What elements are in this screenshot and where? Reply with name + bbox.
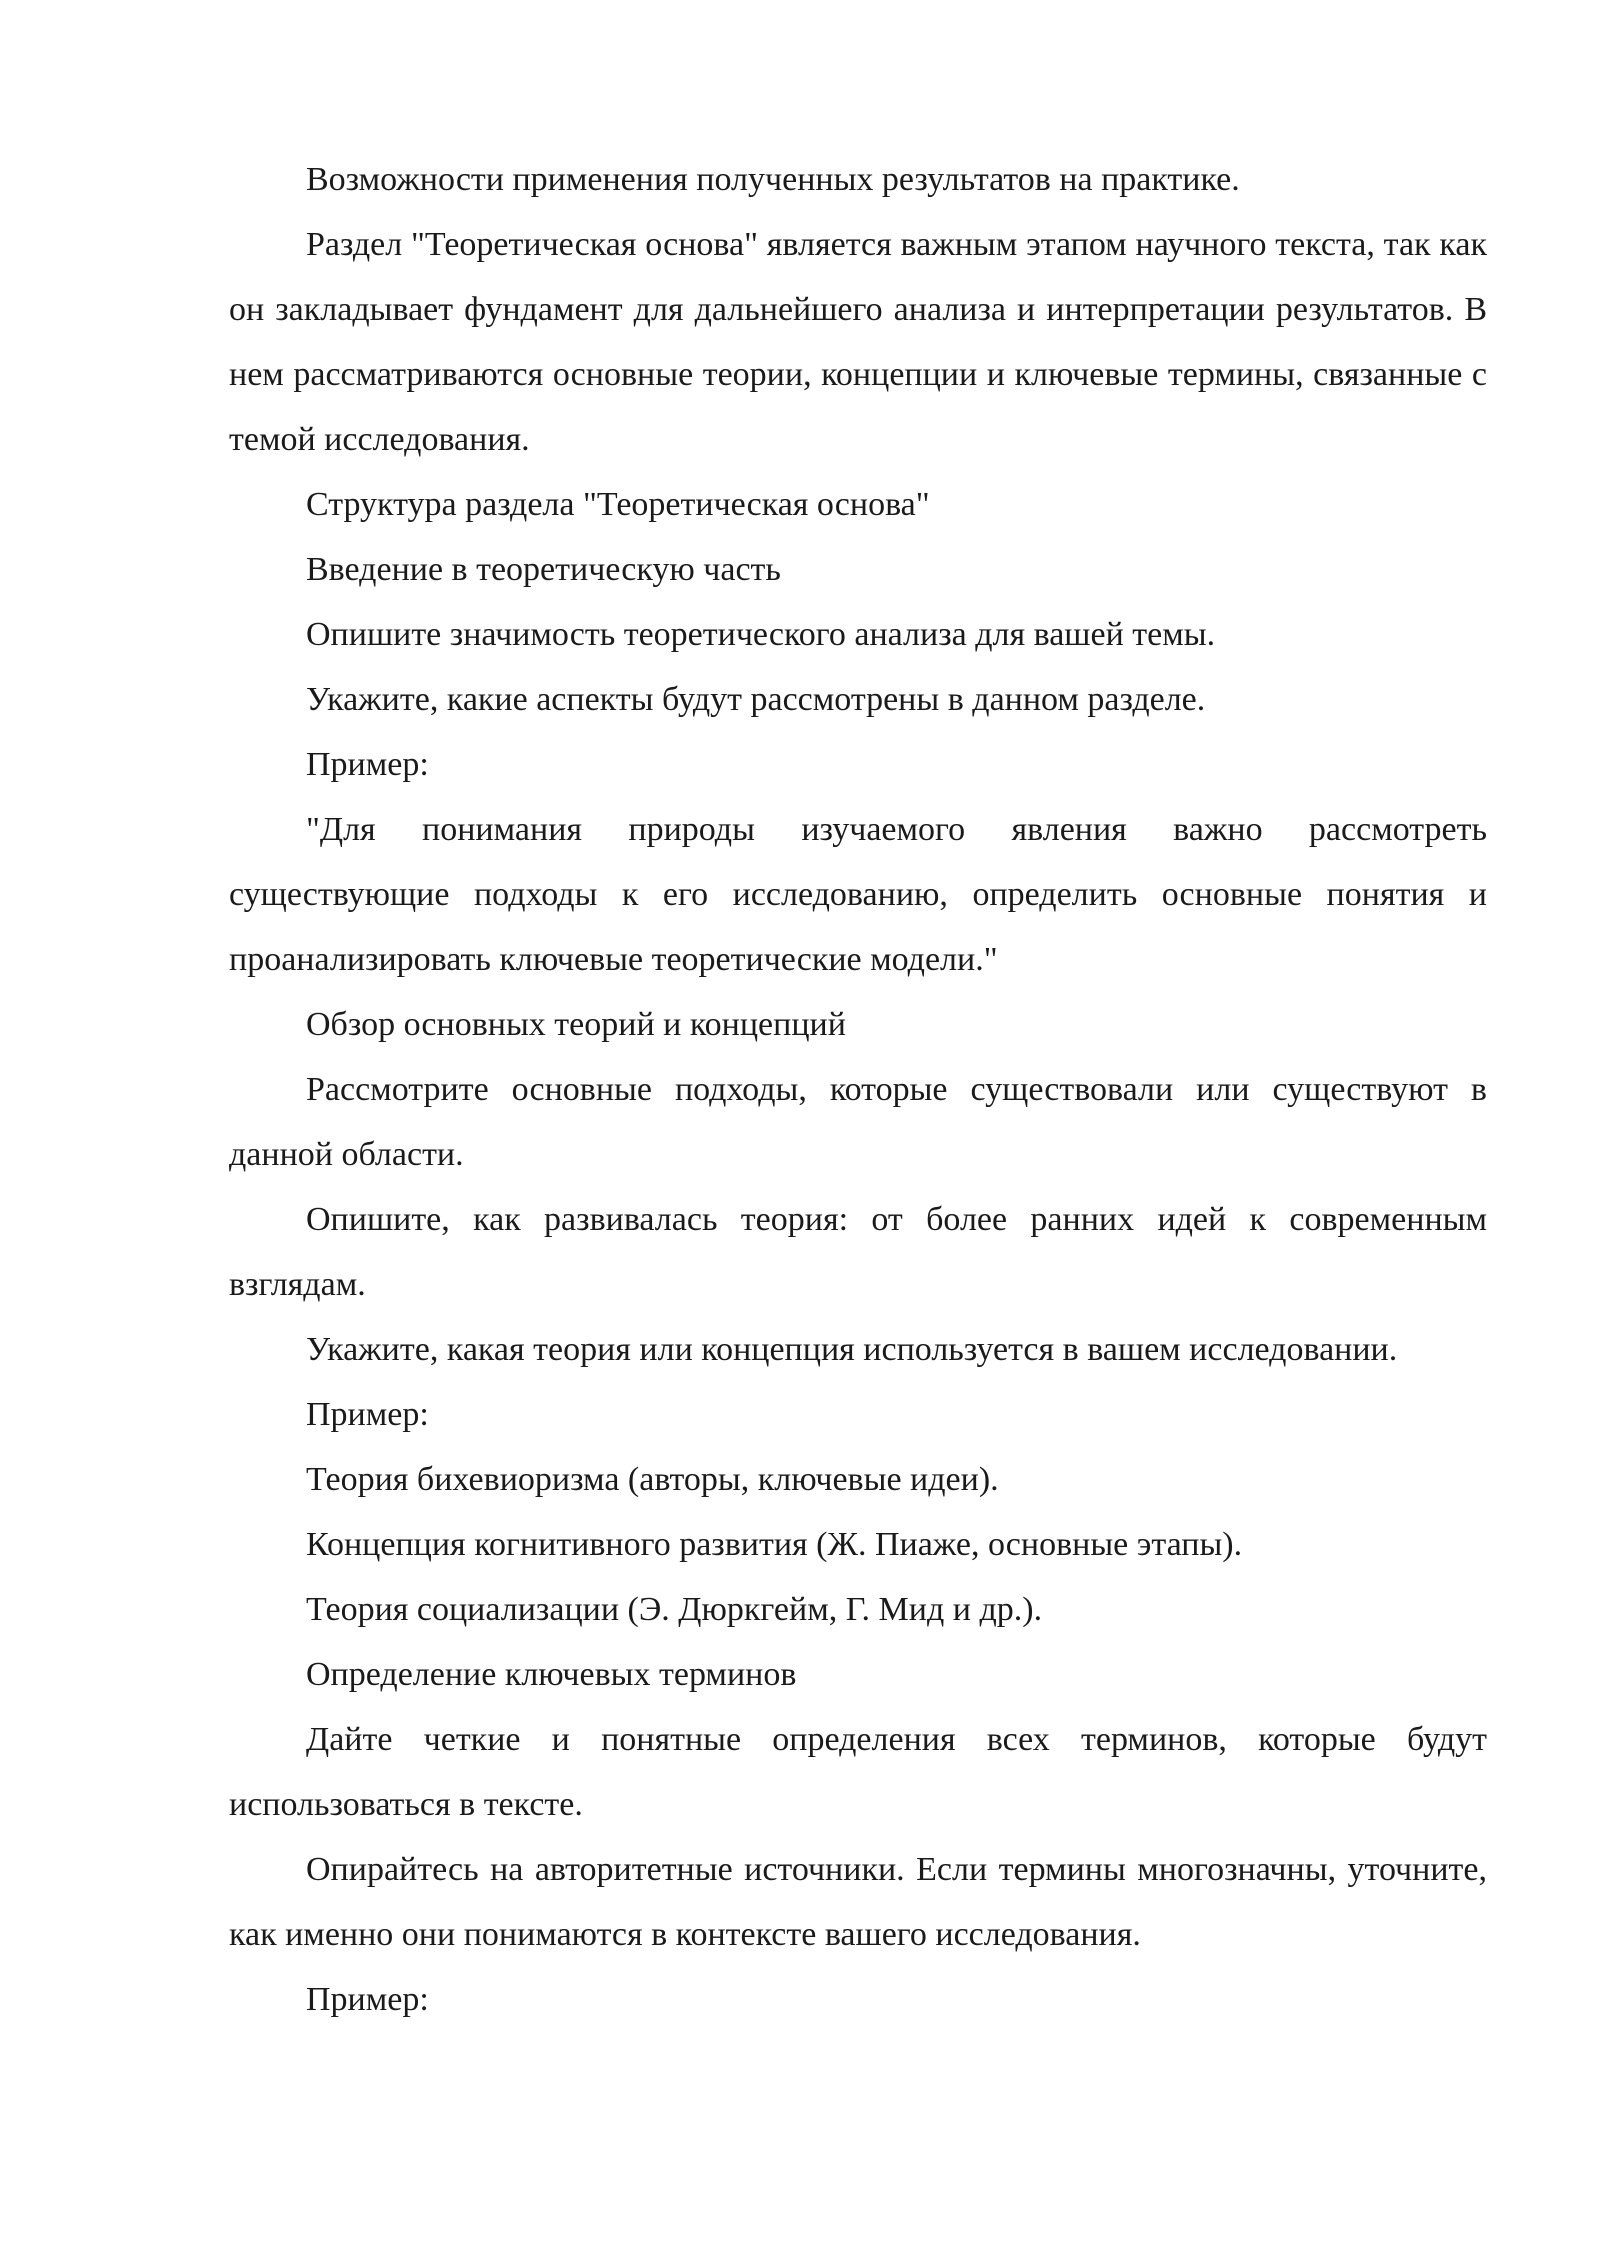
paragraph-socialization: Теория социализации (Э. Дюркгейм, Г. Мид и др.). (306, 1591, 1043, 1628)
paragraph-example-label: Пример: (306, 1981, 429, 2018)
paragraph-sources: Опирайтесь на авторитетные источники. Если термины многозначны, уточните, как именно они понимаются в контексте вашего исследования. (229, 1851, 1487, 1953)
paragraph-example-label: Пример: (306, 746, 429, 783)
paragraph-theories-heading: Обзор основных теорий и концепций (306, 1006, 846, 1043)
document-body (229, 147, 1487, 2032)
paragraph-example-label: Пример: (306, 1396, 429, 1433)
paragraph-theory-used: Укажите, какая теория или концепция используется в вашем исследовании. (306, 1331, 1398, 1368)
paragraph-section-intro: Раздел "Теоретическая основа" является важным этапом научного текста, так как он закладывает фундамент для дальнейшего анализа и интерпретации результатов. В нем рассматриваются основные теории, концепции и ключевые термины, связанные с темой исследования. (229, 226, 1487, 458)
paragraph-theory-development: Опишите, как развивалась теория: от более ранних идей к современным взглядам. (229, 1201, 1487, 1303)
paragraph-practice-applications: Возможности применения полученных результатов на практике. (306, 161, 1240, 198)
paragraph-cognitive-development: Концепция когнитивного развития (Ж. Пиаже, основные этапы). (306, 1526, 1243, 1563)
paragraph-approaches: Рассмотрите основные подходы, которые существовали или существуют в данной области. (229, 1071, 1487, 1173)
paragraph-aspects: Укажите, какие аспекты будут рассмотрены в данном разделе. (306, 681, 1206, 718)
paragraph-definitions: Дайте четкие и понятные определения всех терминов, которые будут использоваться в тексте. (229, 1721, 1487, 1823)
paragraph-section-structure: Структура раздела "Теоретическая основа" (306, 486, 930, 523)
paragraph-terms-heading: Определение ключевых терминов (306, 1656, 797, 1693)
paragraph-example-quote: "Для понимания природы изучаемого явления важно рассмотреть существующие подходы к его исследованию, определить основные понятия и проанализировать ключевые теоретические модели." (229, 811, 1487, 978)
paragraph-intro-heading: Введение в теоретическую часть (306, 551, 781, 588)
paragraph-significance: Опишите значимость теоретического анализа для вашей темы. (306, 616, 1216, 653)
paragraph-behaviorism: Теория бихевиоризма (авторы, ключевые идеи). (306, 1461, 999, 1498)
